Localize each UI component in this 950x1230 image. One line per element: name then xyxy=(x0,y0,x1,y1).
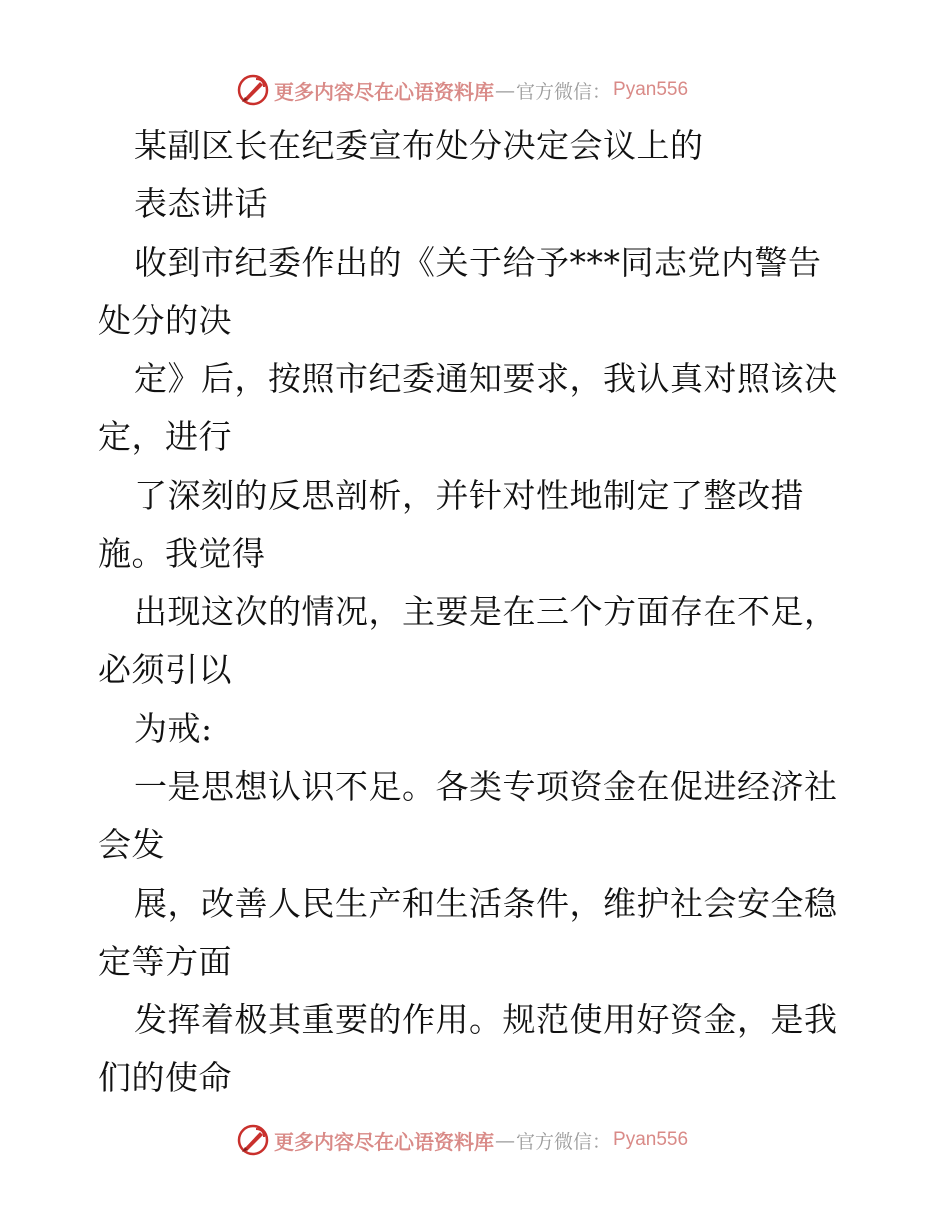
text-line: 定等方面 xyxy=(98,942,232,981)
document-title-line-2: 表态讲话 xyxy=(134,184,268,223)
watermark-main-text: 更多内容尽在心语资料库 xyxy=(274,79,494,104)
text-line: 展，改善人民生产和生活条件，维护社会安全稳 xyxy=(134,884,838,923)
text-line: 为戒: xyxy=(134,709,213,748)
watermark-dash: — xyxy=(495,1128,515,1152)
quill-logo-icon xyxy=(236,1123,270,1157)
quill-logo-icon xyxy=(236,73,270,107)
footer-watermark xyxy=(236,1122,688,1158)
text-line: 施。我觉得 xyxy=(98,534,266,573)
text-line: 会发 xyxy=(98,825,165,864)
watermark-wechat-label: 官方微信： xyxy=(516,1130,612,1153)
text-line: 定，进行 xyxy=(98,417,232,456)
text-line: 一是思想认识不足。各类专项资金在促进经济社 xyxy=(134,767,838,806)
watermark-wechat-id: Pyan556 xyxy=(613,79,689,100)
watermark-wechat-id: Pyan556 xyxy=(613,1129,689,1150)
text-line: 出现这次的情况，主要是在三个方面存在不足， xyxy=(134,592,838,631)
text-line: 们的使命 xyxy=(98,1058,232,1097)
document-title-line-1: 某副区长在纪委宣布处分决定会议上的 xyxy=(134,126,704,165)
text-line: 了深刻的反思剖析，并针对性地制定了整改措 xyxy=(134,476,804,515)
watermark-dash: — xyxy=(495,78,515,102)
text-line: 必须引以 xyxy=(98,650,232,689)
text-line: 收到市纪委作出的《关于给予***同志党内警告 xyxy=(134,243,822,282)
watermark-main-text: 更多内容尽在心语资料库 xyxy=(274,1129,494,1154)
text-line: 处分的决 xyxy=(98,301,232,340)
watermark-wechat-label: 官方微信： xyxy=(516,80,612,103)
text-line: 发挥着极其重要的作用。规范使用好资金，是我 xyxy=(134,1000,838,1039)
header-watermark xyxy=(236,72,688,108)
text-line: 定》后，按照市纪委通知要求，我认真对照该决 xyxy=(134,359,838,398)
